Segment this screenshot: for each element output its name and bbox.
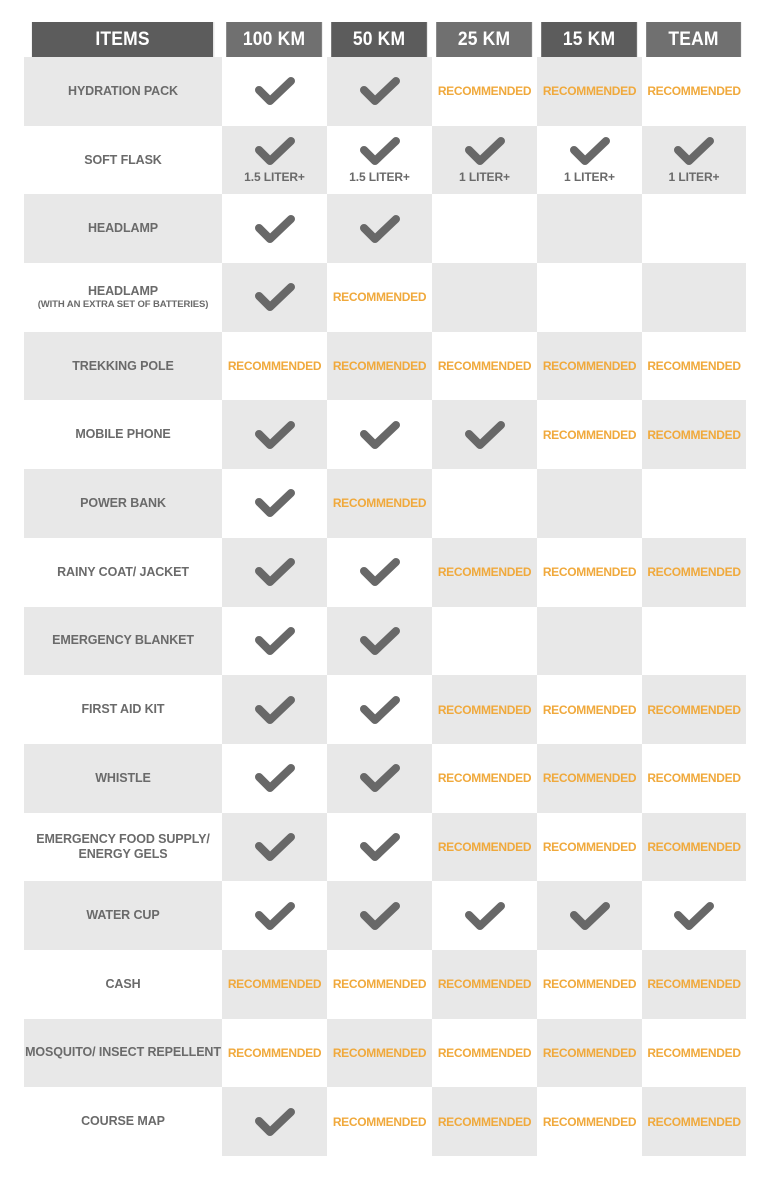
cell-team (642, 194, 746, 263)
cell-100km (222, 744, 327, 813)
cell-50km (327, 469, 432, 538)
cell-25km (432, 263, 537, 332)
recommended-label: RECOMMENDED (542, 1045, 637, 1060)
cell-50km (327, 675, 432, 744)
recommended-label: RECOMMENDED (227, 1045, 322, 1060)
cell-50km (327, 263, 432, 332)
cell-25km (432, 607, 537, 676)
cell-25km (432, 744, 537, 813)
cell-25km (432, 126, 537, 195)
cell-15km (537, 813, 642, 882)
item-label: TREKKING POLE (72, 358, 174, 373)
item-label: POWER BANK (80, 495, 166, 510)
cell-50km (327, 332, 432, 401)
item-label: COURSE MAP (81, 1114, 165, 1129)
table-row-item (24, 744, 222, 813)
check-icon (254, 901, 296, 931)
header-team: TEAM (646, 22, 742, 57)
cell-25km (432, 538, 537, 607)
table-row-item (24, 950, 222, 1019)
check-icon (254, 1107, 296, 1137)
cell-100km (222, 881, 327, 950)
table-row-item (24, 194, 222, 263)
check-icon (254, 136, 296, 166)
cell-50km (327, 744, 432, 813)
check-icon (359, 136, 401, 166)
table-row-item (24, 400, 222, 469)
cell-25km (432, 881, 537, 950)
cell-team (642, 675, 746, 744)
table-row-item (24, 1019, 222, 1088)
header-100km: 100 KM (226, 22, 323, 57)
recommended-label: RECOMMENDED (542, 84, 637, 99)
cell-15km (537, 194, 642, 263)
recommended-label: RECOMMENDED (332, 1114, 427, 1129)
cell-15km (537, 538, 642, 607)
cell-100km (222, 950, 327, 1019)
cell-team (642, 607, 746, 676)
cell-100km (222, 400, 327, 469)
header-25km: 25 KM (436, 22, 533, 57)
recommended-label: RECOMMENDED (542, 977, 637, 992)
table-row-item (24, 126, 222, 195)
table-row-item (24, 469, 222, 538)
cell-15km (537, 1019, 642, 1088)
cell-100km (222, 1087, 327, 1156)
capacity-note: 1 LITER+ (459, 170, 510, 185)
cell-team (642, 1019, 746, 1088)
cell-25km (432, 813, 537, 882)
recommended-label: RECOMMENDED (542, 771, 637, 786)
item-label: HEADLAMP (87, 283, 159, 298)
item-label: MOBILE PHONE (75, 427, 171, 442)
cell-50km (327, 1087, 432, 1156)
item-label: WHISTLE (95, 770, 151, 785)
recommended-label: RECOMMENDED (437, 1045, 532, 1060)
cell-100km (222, 538, 327, 607)
check-icon (464, 901, 506, 931)
item-label: HYDRATION PACK (68, 83, 178, 98)
recommended-label: RECOMMENDED (437, 359, 532, 374)
item-label: WATER CUP (86, 908, 160, 923)
table-row-item (24, 607, 222, 676)
table-row-item (24, 332, 222, 401)
cell-team (642, 950, 746, 1019)
recommended-label: RECOMMENDED (437, 977, 532, 992)
cell-50km (327, 400, 432, 469)
check-icon (254, 420, 296, 450)
capacity-note: 1.5 LITER+ (349, 170, 410, 185)
cell-50km (327, 607, 432, 676)
cell-team (642, 57, 746, 126)
cell-50km (327, 194, 432, 263)
check-icon (359, 557, 401, 587)
item-note: (WITH AN EXTRA SET OF BATTERIES) (37, 298, 209, 310)
item-label: FIRST AID KIT (81, 702, 165, 717)
check-icon (254, 695, 296, 725)
table-row-item (24, 57, 222, 126)
cell-15km (537, 126, 642, 195)
table-row-item (24, 881, 222, 950)
cell-100km (222, 126, 327, 195)
cell-25km (432, 400, 537, 469)
capacity-note: 1.5 LITER+ (244, 170, 305, 185)
check-icon (359, 763, 401, 793)
recommended-label: RECOMMENDED (437, 839, 532, 854)
recommended-label: RECOMMENDED (647, 1045, 741, 1060)
check-icon (359, 76, 401, 106)
check-icon (254, 282, 296, 312)
recommended-label: RECOMMENDED (437, 771, 532, 786)
cell-team (642, 469, 746, 538)
check-icon (254, 832, 296, 862)
item-label: HEADLAMP (87, 221, 159, 236)
recommended-label: RECOMMENDED (332, 496, 427, 511)
table-row-item (24, 538, 222, 607)
check-icon (359, 832, 401, 862)
recommended-label: RECOMMENDED (437, 84, 532, 99)
recommended-label: RECOMMENDED (647, 771, 741, 786)
check-icon (254, 488, 296, 518)
cell-100km (222, 194, 327, 263)
cell-15km (537, 263, 642, 332)
cell-100km (222, 57, 327, 126)
item-label: ENERGY GELS (78, 846, 168, 861)
header-50km: 50 KM (331, 22, 428, 57)
recommended-label: RECOMMENDED (332, 977, 427, 992)
cell-25km (432, 950, 537, 1019)
cell-50km (327, 813, 432, 882)
cell-100km (222, 675, 327, 744)
recommended-label: RECOMMENDED (542, 565, 637, 580)
recommended-label: RECOMMENDED (542, 839, 637, 854)
cell-100km (222, 1019, 327, 1088)
cell-15km (537, 400, 642, 469)
cell-50km (327, 57, 432, 126)
item-label: CASH (105, 976, 141, 991)
cell-15km (537, 881, 642, 950)
header-items: ITEMS (32, 22, 214, 57)
cell-15km (537, 1087, 642, 1156)
cell-100km (222, 263, 327, 332)
cell-15km (537, 607, 642, 676)
check-icon (569, 136, 611, 166)
recommended-label: RECOMMENDED (647, 359, 741, 374)
check-icon (673, 136, 715, 166)
item-label: SOFT FLASK (84, 152, 162, 167)
recommended-label: RECOMMENDED (227, 359, 322, 374)
cell-25km (432, 194, 537, 263)
gear-checklist-table (24, 22, 746, 1156)
table-row-item (24, 813, 222, 882)
cell-100km (222, 607, 327, 676)
cell-team (642, 744, 746, 813)
recommended-label: RECOMMENDED (542, 1114, 637, 1129)
check-icon (254, 763, 296, 793)
recommended-label: RECOMMENDED (542, 359, 637, 374)
table-row-item (24, 263, 222, 332)
capacity-note: 1 LITER+ (564, 170, 615, 185)
cell-100km (222, 332, 327, 401)
check-icon (673, 901, 715, 931)
recommended-label: RECOMMENDED (647, 839, 741, 854)
recommended-label: RECOMMENDED (647, 702, 741, 717)
recommended-label: RECOMMENDED (647, 84, 741, 99)
cell-50km (327, 538, 432, 607)
header-15km: 15 KM (541, 22, 638, 57)
recommended-label: RECOMMENDED (647, 1114, 741, 1129)
check-icon (359, 626, 401, 656)
cell-100km (222, 469, 327, 538)
cell-team (642, 332, 746, 401)
item-label: MOSQUITO/ INSECT REPELLENT (25, 1045, 221, 1060)
check-icon (254, 557, 296, 587)
check-icon (254, 626, 296, 656)
cell-25km (432, 57, 537, 126)
cell-100km (222, 813, 327, 882)
cell-25km (432, 1087, 537, 1156)
check-icon (254, 76, 296, 106)
cell-50km (327, 950, 432, 1019)
check-icon (359, 420, 401, 450)
recommended-label: RECOMMENDED (437, 1114, 532, 1129)
check-icon (359, 214, 401, 244)
recommended-label: RECOMMENDED (227, 977, 322, 992)
check-icon (359, 901, 401, 931)
cell-team (642, 881, 746, 950)
cell-15km (537, 950, 642, 1019)
table-row-item (24, 1087, 222, 1156)
recommended-label: RECOMMENDED (332, 359, 427, 374)
capacity-note: 1 LITER+ (668, 170, 720, 185)
check-icon (569, 901, 611, 931)
cell-50km (327, 1019, 432, 1088)
cell-15km (537, 744, 642, 813)
recommended-label: RECOMMENDED (647, 565, 741, 580)
check-icon (464, 420, 506, 450)
cell-team (642, 538, 746, 607)
cell-team (642, 1087, 746, 1156)
recommended-label: RECOMMENDED (437, 702, 532, 717)
recommended-label: RECOMMENDED (647, 427, 741, 442)
cell-25km (432, 332, 537, 401)
check-icon (464, 136, 506, 166)
cell-25km (432, 1019, 537, 1088)
cell-team (642, 400, 746, 469)
recommended-label: RECOMMENDED (332, 1045, 427, 1060)
cell-team (642, 813, 746, 882)
cell-team (642, 263, 746, 332)
cell-15km (537, 675, 642, 744)
cell-50km (327, 881, 432, 950)
item-label: EMERGENCY FOOD SUPPLY/ (36, 831, 210, 846)
recommended-label: RECOMMENDED (542, 702, 637, 717)
cell-15km (537, 57, 642, 126)
item-label: RAINY COAT/ JACKET (57, 564, 189, 579)
recommended-label: RECOMMENDED (332, 290, 427, 305)
cell-15km (537, 332, 642, 401)
cell-50km (327, 126, 432, 195)
item-label: EMERGENCY BLANKET (52, 633, 194, 648)
cell-team (642, 126, 746, 195)
cell-15km (537, 469, 642, 538)
recommended-label: RECOMMENDED (647, 977, 741, 992)
recommended-label: RECOMMENDED (437, 565, 532, 580)
cell-25km (432, 675, 537, 744)
table-row-item (24, 675, 222, 744)
check-icon (359, 695, 401, 725)
cell-25km (432, 469, 537, 538)
check-icon (254, 214, 296, 244)
recommended-label: RECOMMENDED (542, 427, 637, 442)
